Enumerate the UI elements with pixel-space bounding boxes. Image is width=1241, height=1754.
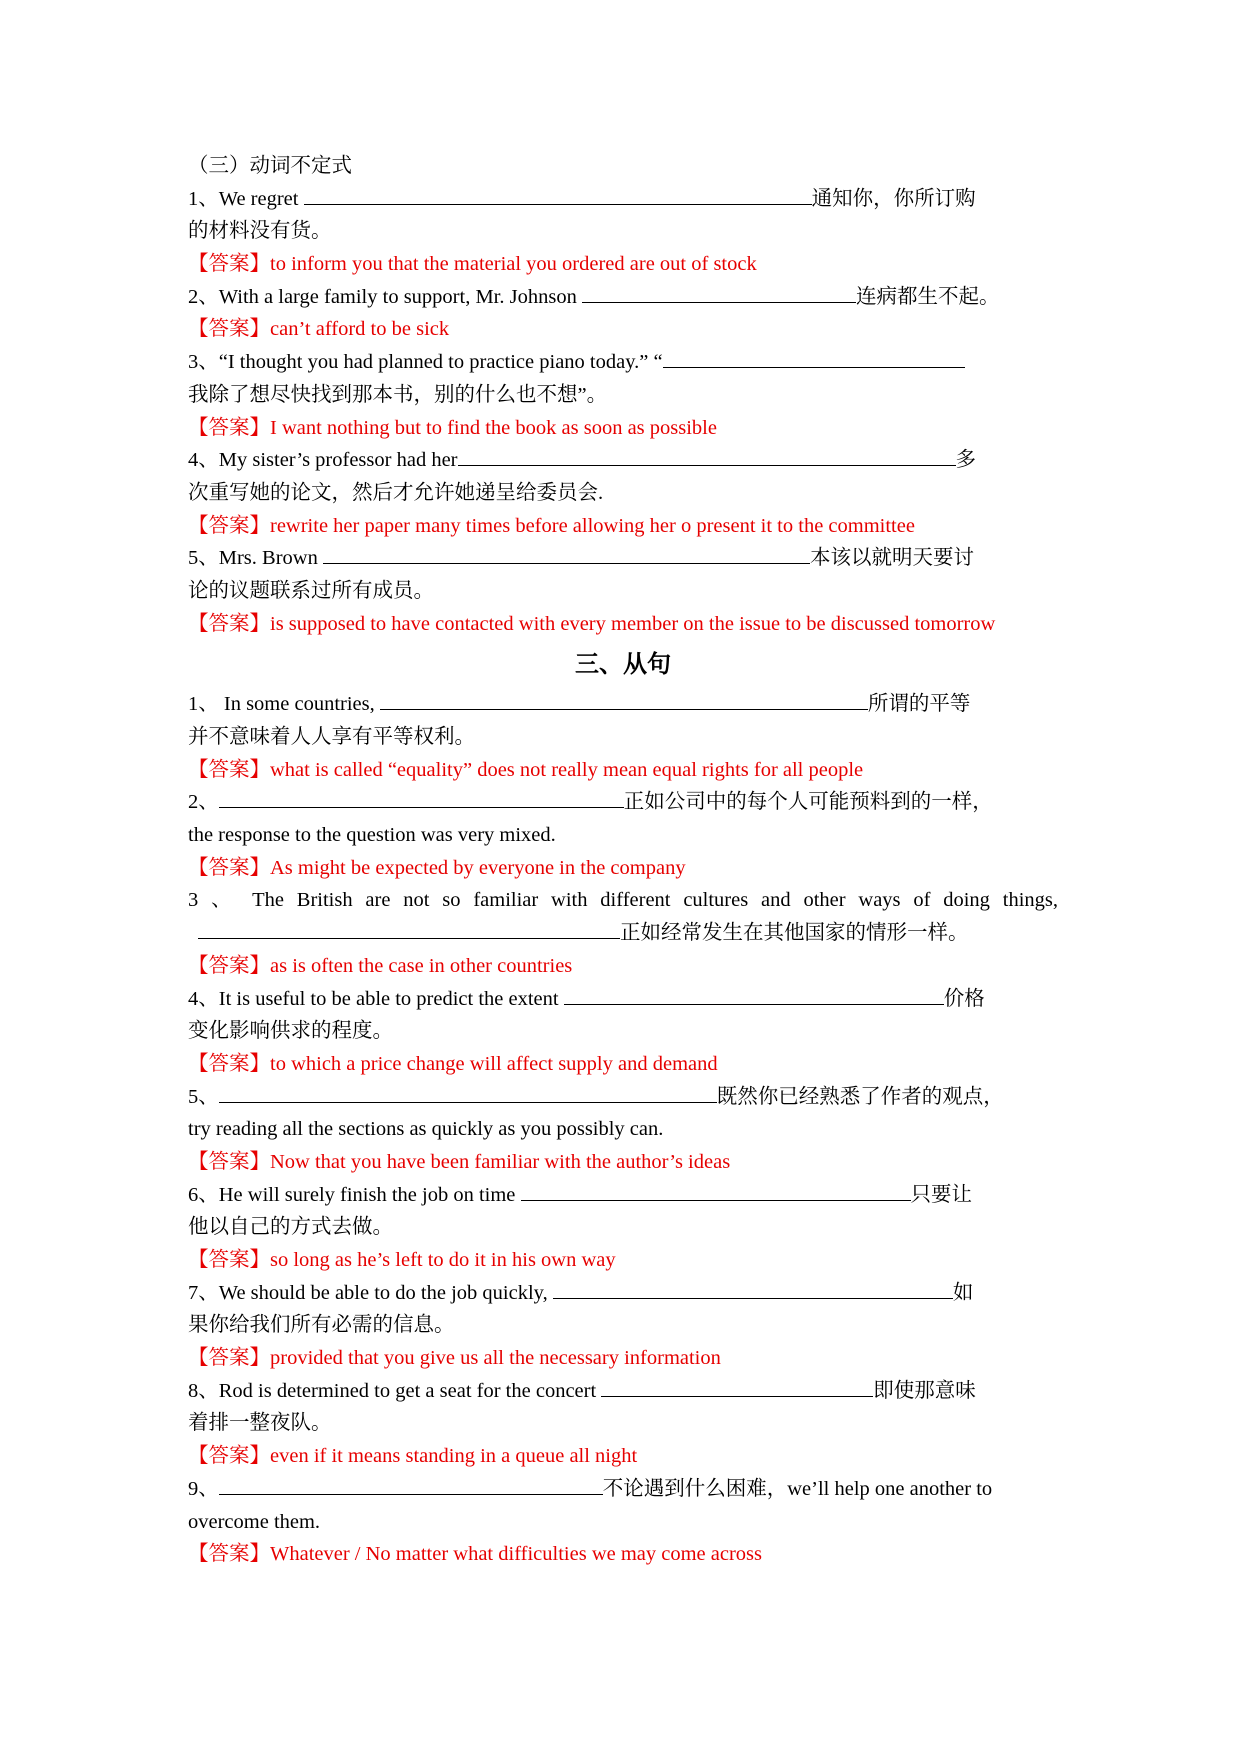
answer-line — [188, 1440, 1058, 1473]
question-text: 他以自己的方式去做。 — [188, 1216, 393, 1239]
question-text: 5、Mrs. Brown — [188, 547, 323, 570]
question-text: 价格 — [943, 987, 985, 1010]
answer-tag: 【答案】 — [188, 1052, 270, 1075]
answer-blank[interactable] — [219, 1082, 717, 1103]
answer-text: can’t afford to be sick — [270, 318, 450, 341]
answer-tag: 【答案】 — [188, 1445, 270, 1468]
question-text: 3、“I thought you had planned to practice piano today.” “ — [188, 351, 663, 374]
answer-tag: 【答案】 — [188, 1249, 270, 1271]
question-text: 多 — [955, 449, 976, 472]
question-text: 2、 — [188, 791, 219, 814]
answer-blank[interactable] — [219, 1474, 603, 1495]
question-line — [188, 542, 1058, 575]
answer-tag: 【答案】 — [188, 856, 270, 879]
answer-line — [188, 1048, 1058, 1081]
answer-tag: 【答案】 — [188, 1347, 270, 1370]
answer-tag: 【答案】 — [188, 612, 270, 635]
answer-tag: 【答案】 — [188, 514, 270, 537]
question-text: 即使那意味 — [873, 1379, 976, 1402]
question-text: 论的议题联系过所有成员。 — [188, 579, 434, 602]
question-line — [188, 1375, 1058, 1408]
question-line — [188, 183, 1058, 216]
answer-text: to inform you that the material you ordered are out of stock — [270, 253, 757, 276]
question-text: 果你给我们所有必需的信息。 — [188, 1314, 455, 1337]
answer-blank[interactable] — [663, 347, 965, 368]
answer-text: to which a price change will affect supply and demand — [270, 1052, 718, 1075]
question-text: 既然你已经熟悉了作者的观点， — [716, 1085, 1004, 1108]
answer-line — [188, 1342, 1058, 1375]
answer-blank[interactable] — [219, 787, 624, 808]
question-text: 1、 In some countries, — [188, 693, 380, 716]
question-text: 5、 — [188, 1085, 219, 1108]
answer-line — [188, 852, 1058, 885]
question-line — [188, 917, 1058, 950]
answer-blank[interactable] — [564, 984, 944, 1005]
question-text: 9、 — [188, 1477, 219, 1500]
answer-line — [188, 313, 1058, 346]
answer-text: Whatever / No matter what difficulties we may come across — [270, 1543, 763, 1566]
answer-line — [188, 1538, 1058, 1571]
question-line — [188, 1277, 1058, 1310]
section-title: 三、从句 — [575, 650, 671, 679]
question-line — [188, 786, 1058, 819]
question-text: 8、Rod is determined to get a seat for the concert — [188, 1379, 602, 1402]
question-line — [188, 444, 1058, 477]
question-text: overcome them. — [188, 1510, 321, 1533]
answer-text: rewrite her paper many times before allowing her o present it to the committee — [270, 514, 915, 537]
question-text: 变化影响供求的程度。 — [188, 1020, 393, 1043]
answer-blank[interactable] — [601, 1376, 873, 1397]
question-text: 4、It is useful to be able to predict the extent — [188, 987, 564, 1010]
answer-tag: 【答案】 — [188, 416, 270, 439]
answer-text: is supposed to have contacted with every member on the issue to be discussed tomorrow — [270, 612, 996, 635]
answer-tag: 【答案】 — [188, 318, 270, 341]
answer-text: so long as he’s left to do it in his own way — [270, 1249, 616, 1271]
question-line — [188, 346, 1058, 379]
worksheet-page — [188, 150, 1058, 1571]
answer-text: Now that you have been familiar with the author’s ideas — [270, 1150, 731, 1173]
question-line — [188, 1179, 1058, 1212]
question-text: 着排一整夜队。 — [188, 1412, 332, 1435]
question-text: 连病都生不起。 — [855, 285, 1000, 308]
answer-text: what is called “equality” does not really mean equal rights for all people — [270, 758, 864, 781]
answer-blank[interactable] — [521, 1180, 911, 1201]
answer-line — [188, 754, 1058, 787]
question-text: 3 、 The British are not so familiar with different cultures and other ways of doing things, — [188, 889, 1058, 912]
question-text: 只要让 — [910, 1183, 973, 1206]
answer-line — [188, 950, 1058, 983]
answer-line — [188, 608, 1058, 641]
answer-blank[interactable] — [304, 184, 812, 205]
question-text: 1、We regret — [188, 187, 304, 210]
answer-line — [188, 510, 1058, 543]
answer-line — [188, 1146, 1058, 1179]
answer-text: as is often the case in other countries — [270, 954, 573, 977]
answer-text: I want nothing but to find the book as soon as possible — [270, 416, 717, 439]
answer-text: provided that you give us all the necessary information — [270, 1347, 721, 1370]
question-text: 并不意味着人人享有平等权利。 — [188, 726, 475, 748]
question-line — [188, 281, 1058, 314]
answer-line — [188, 248, 1058, 281]
question-text: the response to the question was very mixed. — [188, 824, 556, 847]
answer-text: As might be expected by everyone in the company — [270, 856, 686, 879]
answer-blank[interactable] — [198, 918, 620, 939]
answer-tag: 【答案】 — [188, 1543, 270, 1566]
answer-blank[interactable] — [323, 543, 810, 564]
answer-text: even if it means standing in a queue all night — [270, 1445, 638, 1468]
answer-tag: 【答案】 — [188, 954, 270, 977]
question-text: 不论遇到什么困难，we’ll help one another to — [602, 1477, 993, 1500]
question-line — [188, 1473, 1058, 1506]
question-text: 的材料没有货。 — [188, 220, 332, 243]
question-line — [188, 688, 1058, 721]
question-text: 2、With a large family to support, Mr. Johnson — [188, 285, 582, 308]
answer-blank[interactable] — [553, 1278, 953, 1299]
question-line — [188, 1081, 1058, 1114]
question-text: 通知你，你所订购 — [811, 187, 976, 210]
answer-tag: 【答案】 — [188, 1150, 270, 1173]
answer-line — [188, 412, 1058, 445]
question-text: 正如公司中的每个人可能预料到的一样， — [623, 791, 993, 814]
answer-tag: 【答案】 — [188, 253, 270, 276]
answer-tag: 【答案】 — [188, 758, 270, 781]
answer-blank[interactable] — [458, 445, 956, 466]
answer-blank[interactable] — [582, 282, 856, 303]
answer-line — [188, 1244, 1058, 1277]
question-text: 所谓的平等 — [867, 693, 971, 716]
question-text: try reading all the sections as quickly as you possibly can. — [188, 1118, 664, 1141]
question-line — [188, 983, 1058, 1016]
answer-blank[interactable] — [380, 689, 868, 710]
question-text: 如 — [952, 1281, 974, 1304]
part3-heading: （三）动词不定式 — [188, 155, 352, 177]
question-text: 7、We should be able to do the job quickly, — [188, 1281, 553, 1304]
question-text: 4、My sister’s professor had her — [188, 449, 458, 472]
question-text: 正如经常发生在其他国家的情形一样。 — [620, 922, 969, 945]
question-text: 我除了想尽快找到那本书，别的什么也不想”。 — [188, 383, 608, 406]
question-text: 6、He will surely finish the job on time — [188, 1183, 521, 1206]
question-text: 本该以就明天要讨 — [809, 547, 974, 570]
question-text: 次重写她的论文，然后才允许她递呈给委员会. — [188, 481, 604, 504]
